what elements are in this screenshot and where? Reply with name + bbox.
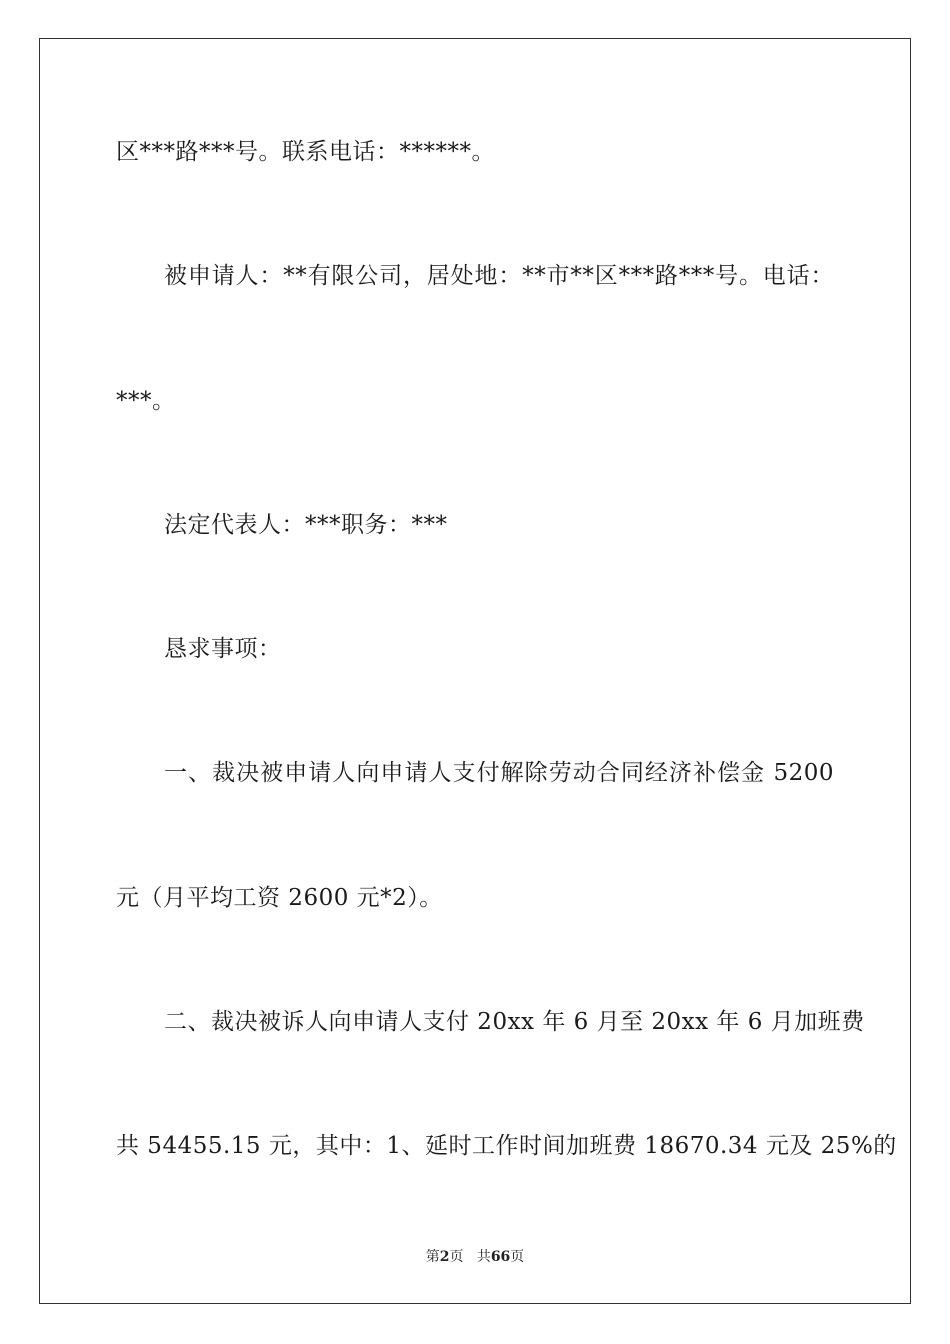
text-line-requests-heading: 恳求事项： bbox=[164, 636, 282, 662]
page-border bbox=[39, 38, 911, 1304]
footer-total-pages: 66 bbox=[490, 1249, 511, 1265]
text-line-address-continuation: 区***路***号。联系电话：******。 bbox=[116, 139, 495, 165]
text-line-respondent: 被申请人：**有限公司，居处地：**市**区***路***号。电话： bbox=[164, 263, 834, 289]
text-line-legal-representative: 法定代表人：***职务：*** bbox=[164, 512, 448, 538]
text-line-request-one-continuation: 元（月平均工资 2600 元*2）。 bbox=[116, 885, 443, 911]
footer-total-suffix: 页 bbox=[510, 1249, 525, 1265]
footer-total-prefix: 共 bbox=[476, 1249, 491, 1265]
text-line-request-two-continuation: 共 54455.15 元，其中：1、延时工作时间加班费 18670.34 元及 25%的 bbox=[116, 1133, 897, 1159]
text-line-request-one: 一、裁决被申请人向申请人支付解除劳动合同经济补偿金 5200 bbox=[164, 760, 834, 786]
footer-page-suffix: 页 bbox=[449, 1249, 464, 1265]
footer-page-number: 2 bbox=[439, 1249, 450, 1265]
footer-page-prefix: 第 bbox=[425, 1249, 440, 1265]
text-line-respondent-phone: ***。 bbox=[116, 388, 176, 414]
text-line-request-two: 二、裁决被诉人向申请人支付 20xx 年 6 月至 20xx 年 6 月加班费 bbox=[164, 1009, 865, 1035]
page-footer bbox=[0, 1246, 950, 1266]
